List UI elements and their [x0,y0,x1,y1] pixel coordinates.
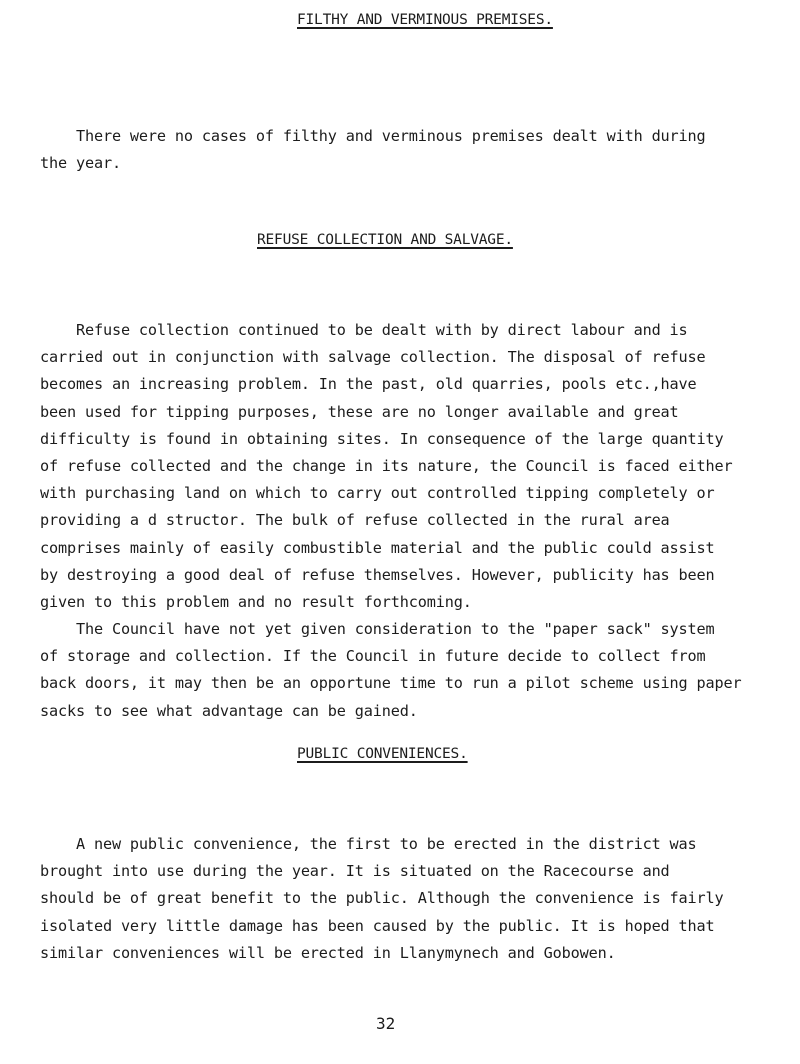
text-line: Refuse collection continued to be dealt with by direct labour and is [40,321,688,339]
paragraph-paper-sack [40,616,760,725]
paragraph-public-conveniences [40,831,760,967]
text-line: with purchasing land on which to carry out controlled tipping completely or [40,484,715,503]
text-line: similar conveniences will be erected in Llanymynech and Gobowen. [40,943,616,962]
text-line: carried out in conjunction with salvage collection. The disposal of refuse [40,348,706,367]
text-line: of storage and collection. If the Council in future decide to collect from [40,647,706,666]
text-line: The Council have not yet given consideration to the "paper sack" system [40,620,715,638]
text-line: isolated very little damage has been caused by the public. It is hoped that [40,916,715,935]
text-line: difficulty is found in obtaining sites. In consequence of the large quantity [40,429,724,448]
text-line: comprises mainly of easily combustible material and the public could assist [40,538,715,557]
paragraph-refuse-collection [40,317,760,616]
section-heading-filthy-premises: FILTHY AND VERMINOUS PREMISES. [297,12,553,28]
text-line: providing a d structor. The bulk of refuse collected in the rural area [40,511,670,530]
text-line: the year. [40,154,121,173]
section-heading-refuse-collection: REFUSE COLLECTION AND SALVAGE. [257,232,513,248]
text-line: given to this problem and no result forthcoming. [40,593,472,612]
text-line: back doors, it may then be an opportune time to run a pilot scheme using paper [40,674,742,693]
text-line: should be of great benefit to the public. Although the convenience is fairly [40,889,724,908]
text-line: been used for tipping purposes, these are no longer available and great [40,402,679,421]
section-heading-public-conveniences: PUBLIC CONVENIENCES. [297,746,468,762]
text-line: by destroying a good deal of refuse themselves. However, publicity has been [40,565,715,584]
text-line: of refuse collected and the change in its nature, the Council is faced either [40,457,733,476]
text-line: There were no cases of filthy and verminous premises dealt with during [40,127,706,145]
text-line: A new public convenience, the first to be erected in the district was [40,835,697,853]
text-line: becomes an increasing problem. In the past, old quarries, pools etc.,have [40,375,697,394]
page-number: 32 [376,1014,396,1033]
paragraph-filthy-premises [40,123,760,177]
text-line: sacks to see what advantage can be gained. [40,701,418,720]
text-line: brought into use during the year. It is situated on the Racecourse and [40,862,670,881]
